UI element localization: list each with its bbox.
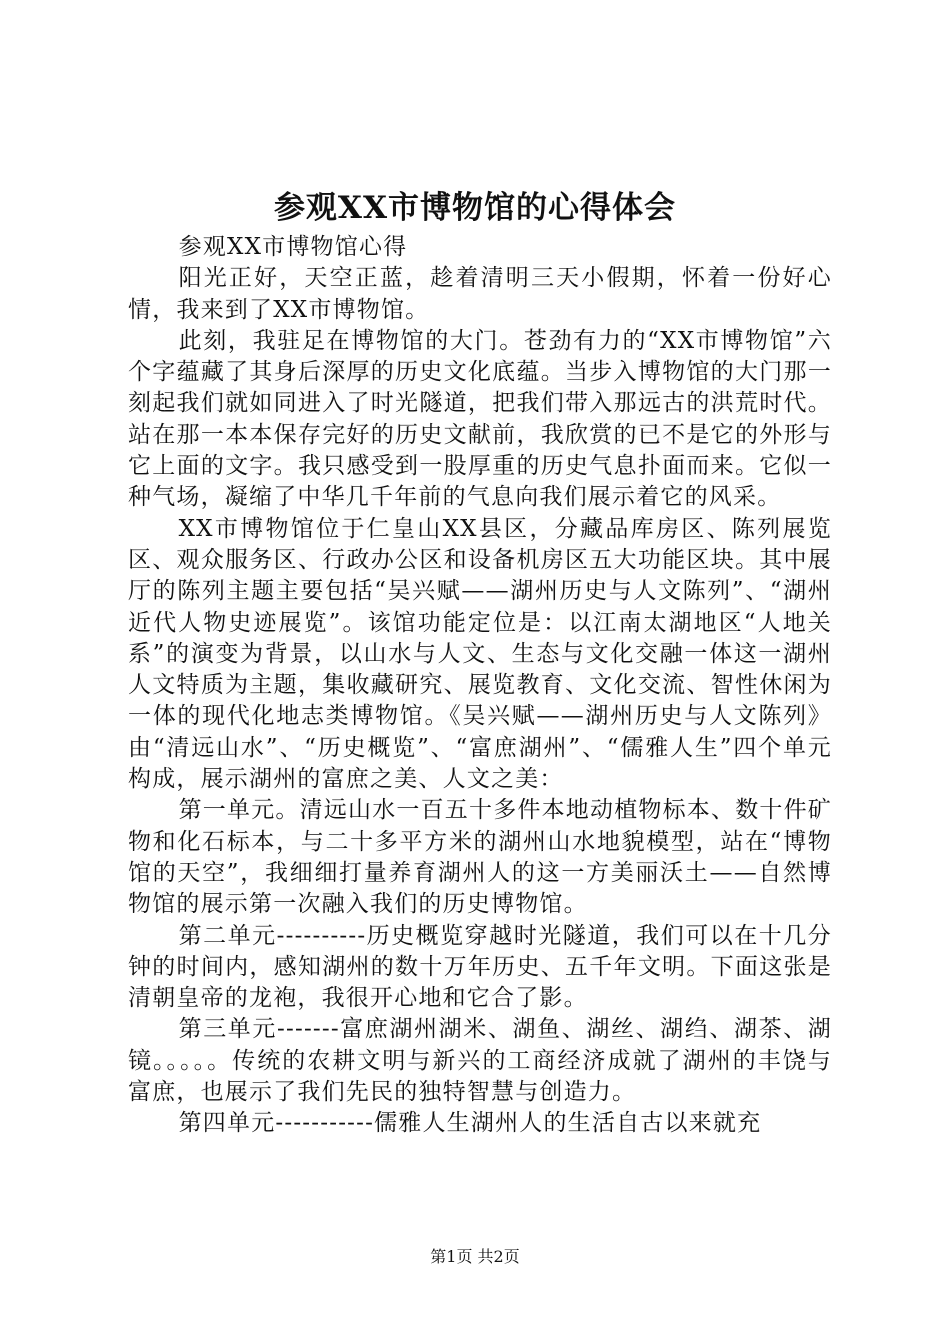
paragraph: 阳光正好，天空正蓝，趁着清明三天小假期，怀着一份好心情，我来到了XX市博物馆。 [128, 265, 832, 323]
paragraph: 第二单元----------历史概览穿越时光隧道，我们可以在十几分钟的时间内，感知湖州的数十万年历史、五千年文明。下面这张是清朝皇帝的龙袍，我很开心地和它合了影。 [128, 922, 832, 1012]
paragraph: 第一单元。清远山水一百五十多件本地动植物标本、数十件矿物和化石标本，与二十多平方米的湖州山水地貌模型，站在“博物馆的天空”，我细细打量养育湖州人的这一方美丽沃土——自然博物馆的展示第一次融入我们的历史博物馆。 [128, 797, 832, 918]
page-number-footer: 第1页 共2页 [430, 1247, 520, 1266]
document-title: 参观XX市博物馆的心得体会 [273, 190, 677, 226]
paragraph: XX市博物馆位于仁皇山XX县区，分藏品库房区、陈列展览区、观众服务区、行政办公区和设备机房区五大功能区块。其中展厅的陈列主题主要包括“吴兴赋——湖州历史与人文陈列”、“湖州近代人物史迹展览”。该馆功能定位是：以江南太湖地区“人地关系”的演变为背景，以山水与人文、生态与文化交融一体这一湖州人文特质为主题，集收藏研究、展览教育、文化交流、智性休闲为一体的现代化地志类博物馆。《吴兴赋——湖州历史与人文陈列》由“清远山水”、“历史概览”、“富庶湖州”、“儒雅人生”四个单元构成，展示湖州的富庶之美、人文之美： [128, 515, 832, 793]
paragraph-subtitle: 参观XX市博物馆心得 [178, 234, 408, 260]
paragraph: 第四单元-----------儒雅人生湖州人的生活自古以来就充 [178, 1110, 762, 1137]
paragraph: 第三单元-------富庶湖州湖米、湖鱼、湖丝、湖绉、湖茶、湖镜。。。。。传统的农耕文明与新兴的工商经济成就了湖州的丰饶与富庶，也展示了我们先民的独特智慧与创造力。 [128, 1016, 832, 1106]
paragraph: 此刻，我驻足在博物馆的大门。苍劲有力的“XX市博物馆”六个字蕴藏了其身后深厚的历史文化底蕴。当步入博物馆的大门那一刻起我们就如同进入了时光隧道，把我们带入那远古的洪荒时代。站在那一本本保存完好的历史文献前，我欣赏的已不是它的外形与它上面的文字。我只感受到一股厚重的历史气息扑面而来。它似一种气场，凝缩了中华几千年前的气息向我们展示着它的风采。 [128, 327, 832, 511]
document-body [128, 232, 832, 1140]
